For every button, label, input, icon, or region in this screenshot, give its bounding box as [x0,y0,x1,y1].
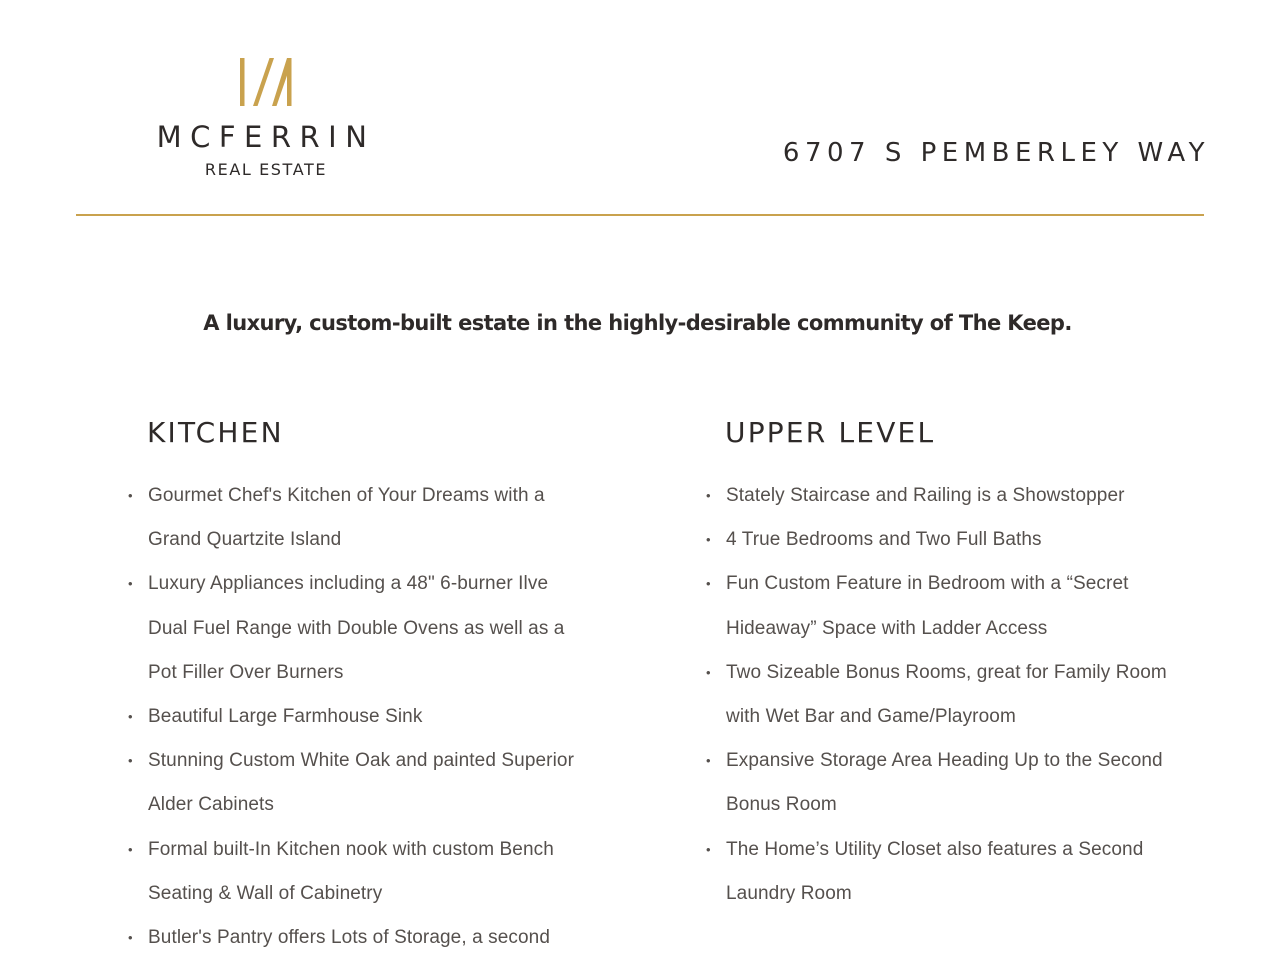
feature-text: Expansive Storage Area Heading Up to the Second Bonus Room [726,750,1163,816]
feature-item [706,828,1171,916]
bullet-icon: • [128,930,133,946]
feature-text: Gourmet Chef's Kitchen of Your Dreams with a Grand Quartzite Island [148,485,545,551]
bullet-icon: • [706,576,711,592]
tagline: A luxury, custom-built estate in the highly-desirable community of The Keep. [203,311,1072,335]
feature-text: Butler's Pantry offers Lots of Storage, a second [148,927,551,949]
section-title-upper-level: UPPER LEVEL [725,416,936,449]
bullet-icon: • [706,488,711,503]
brand-subtitle: REAL ESTATE [204,160,328,179]
section-title-kitchen: KITCHEN [147,416,284,449]
bullet-icon: • [706,841,711,857]
bullet-icon: • [128,841,133,857]
feature-item [706,474,1171,518]
feature-item [128,695,588,739]
feature-item [706,518,1171,562]
bullet-icon: • [128,709,133,725]
bullet-icon: • [128,488,133,503]
kitchen-feature-list [128,474,588,960]
upper-level-feature-list [706,474,1171,916]
mcferrin-monogram-icon [236,56,298,108]
bullet-icon: • [706,753,711,769]
bullet-icon: • [706,532,711,548]
feature-text: Beautiful Large Farmhouse Sink [148,706,423,728]
feature-item [706,739,1171,827]
bullet-icon: • [128,753,133,769]
feature-item [128,916,588,960]
feature-text: The Home’s Utility Closet also features a Second Laundry Room [726,838,1144,904]
feature-item [128,739,588,827]
property-address: 6707 S PEMBERLEY WAY [782,138,1210,168]
upper-level-section [706,414,1206,904]
feature-text: 4 True Bedrooms and Two Full Baths [726,529,1042,551]
brand-name: MCFERRIN [156,120,376,154]
bullet-icon: • [706,664,711,680]
feature-text: Fun Custom Feature in Bedroom with a “Secret Hideaway” Space with Ladder Access [726,573,1129,639]
header-divider [76,214,1204,216]
feature-text: Luxury Appliances including a 48" 6-burner Ilve Dual Fuel Range with Double Ovens as well as a Pot Filler Over Burners [148,573,565,683]
feature-item [128,562,588,695]
kitchen-section [128,414,628,949]
feature-text: Stunning Custom White Oak and painted Superior Alder Cabinets [148,750,575,816]
feature-text: Stately Staircase and Railing is a Showstopper [726,485,1125,506]
bullet-icon: • [128,576,133,592]
feature-item [706,651,1171,739]
feature-text: Formal built-In Kitchen nook with custom Bench Seating & Wall of Cabinetry [148,838,554,904]
feature-text: Two Sizeable Bonus Rooms, great for Family Room with Wet Bar and Game/Playroom [726,661,1167,728]
feature-item [128,474,588,562]
feature-item [128,828,588,916]
feature-item [706,562,1171,650]
brand-logo [140,56,400,186]
